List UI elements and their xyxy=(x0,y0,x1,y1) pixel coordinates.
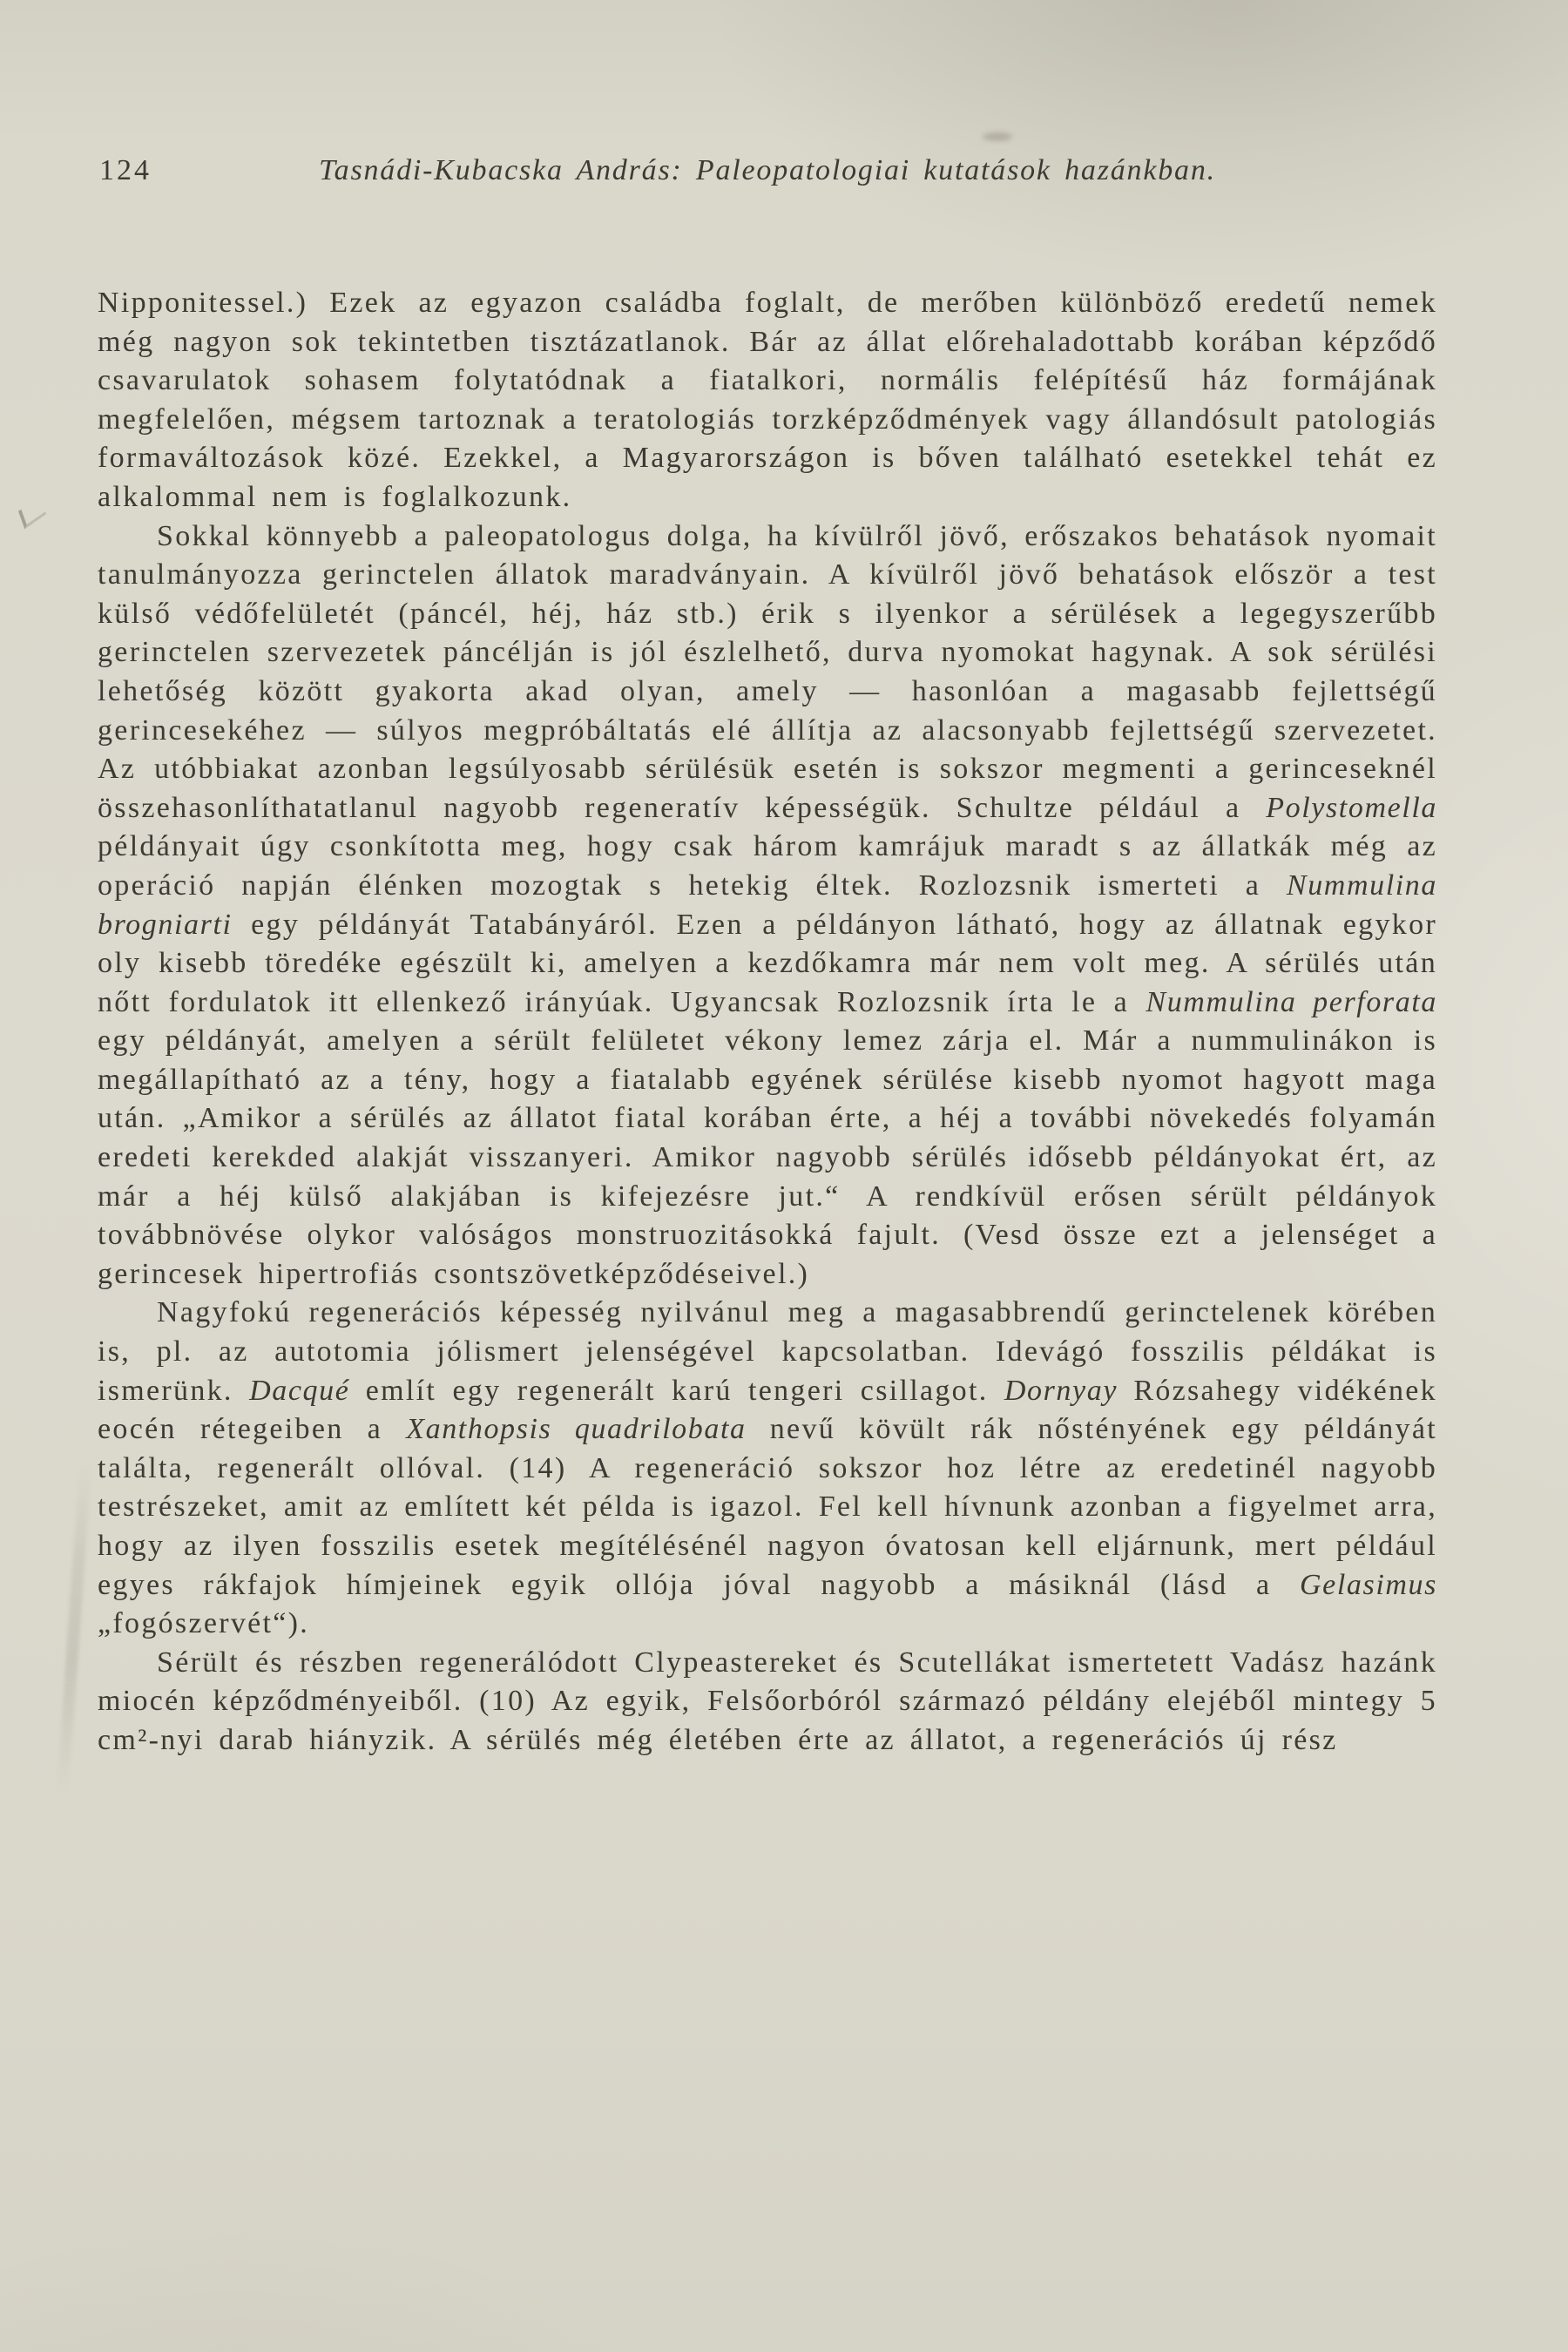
italic-term: Xanthopsis quadrilobata xyxy=(406,1413,747,1446)
text-run: említ egy regenerált karú tengeri csillagot. xyxy=(349,1374,1004,1407)
italic-term: Polystomella xyxy=(1266,791,1437,824)
page-number: 124 xyxy=(99,154,152,186)
italic-term: Nummulina brogniarti xyxy=(98,868,1437,941)
text-run: Sérült és részben regenerálódott Clypeastereket és Scutellákat ismertetett Vadász hazánk miocén képződményeiből. (10) Az egyik, Felsőorbóról származó példány elejéből mintegy 5 cm²-nyi darab hiányzik. A sérülés még életében érte az állatot, a regenerációs új rész xyxy=(98,1646,1437,1756)
scan-smudge-spot xyxy=(983,132,1012,141)
text-run: egy példányát Tatabányáról. Ezen a példányon látható, hogy az állatnak egykor oly kisebb töredéke egészült ki, amelyen a kezdőkamra már nem volt meg. A sérülés után nőtt fordulatok itt ellenkező irányúak. Ugyancsak Rozlozsnik írta le a xyxy=(98,908,1437,1018)
text-run: Rózsahegy vidékének eocén rétegeiben a xyxy=(98,1374,1437,1446)
scan-smudge-streak xyxy=(57,1463,91,1794)
text-run: nevű kövült rák nőstényének egy példányát találta, regenerált ollóval. (14) A regeneráció sokszor hoz létre az eredetinél nagyobb testrészeket, amit az említett két példa is igazol. Fel kell hívnunk azonban a figyelmet arra, hogy az ilyen fosszilis esetek megítélésénél nagyon óvatosan kell eljárnunk, mert például egyes rákfajok hímjeinek egyik ollója jóval nagyobb a másiknál (lásd a xyxy=(98,1413,1437,1601)
scan-pencil-mark xyxy=(18,497,46,530)
page-header xyxy=(98,152,1437,195)
italic-term: Dacqué xyxy=(249,1374,350,1407)
italic-term: Gelasimus xyxy=(1300,1568,1437,1601)
page-body-text xyxy=(98,284,1437,1761)
text-run: Nagyfokú regenerációs képesség nyilvánul meg a magasabbrendű gerinctelenek körében is, pl. az autotomia jólismert jelenségével kapcsolatban. Idevágó fosszilis példákat is ismerünk. xyxy=(98,1296,1437,1407)
paragraph xyxy=(98,517,1437,1294)
text-run: egy példányát, amelyen a sérült felületet vékony lemez zárja el. Már a nummulinákon is megállapítható az a tény, hogy a fiatalabb egyének sérülése kisebb nyomot hagyott maga után. „Amikor a sérülés az állatot fiatal korában érte, a héj a további növekedés folyamán eredeti kerekded alakját visszanyeri. Amikor nagyobb sérülés idősebb példányokat ért, az már a héj külső alakjában is kifejezésre jut.“ A rendkívül erősen sérült példányok továbbnövése olykor valóságos monstruozitásokká fajult. (Vesd össze ezt a jelenséget a gerincesek hipertrofiás csontszövetképződéseivel.) xyxy=(98,1024,1437,1290)
text-run: Nipponitessel.) Ezek az egyazon családba foglalt, de merőben különböző eredetű nemek még nagyon sok tekintetben tisztázatlanok. Bár az állat előrehaladottabb korában képződő csavarulatok sohasem folytatódnak a fiatalkori, normális felépítésű ház formájának megfelelően, mégsem tartoznak a teratologiás torzképződmények vagy állandósult patologiás formaváltozások közé. Ezekkel, a Magyarországon is bőven található esetekkel tehát ez alkalommal nem is foglalkozunk. xyxy=(98,287,1437,513)
italic-term: Dornyay xyxy=(1004,1374,1119,1407)
text-run: Sokkal könnyebb a paleopatologus dolga, ha kívülről jövő, erőszakos behatások nyomait tanulmányozza gerinctelen állatok maradványain. A kívülről jövő behatások először a test külső védőfelületét (páncél, héj, ház stb.) érik s ilyenkor a sérülések a legegyszerűbb gerinctelen szervezetek páncélján is jól észlelhető, durva nyomokat hagynak. A sok sérülési lehetőség között gyakorta akad olyan, amely — hasonlóan a magasabb fejlettségű gerincesekéhez — súlyos megpróbáltatás elé állítja az alacsonyabb fejlettségű szervezetet. Az utóbbiakat azonban legsúlyosabb sérülésük esetén is sokszor megmenti a gerinceseknél összehasonlíthatatlanul nagyobb regeneratív képességük. Schultze például a xyxy=(98,519,1437,824)
text-run: példányait úgy csonkította meg, hogy csak három kamrájuk maradt s az állatkák még az operáció napján élénken mozogtak s hetekig éltek. Rozlozsnik ismerteti a xyxy=(98,830,1437,902)
running-title: Tasnádi-Kubacska András: Paleopatologiai kutatások hazánkban. xyxy=(319,154,1216,186)
paragraph xyxy=(98,284,1437,517)
text-run: „fogószervét“). xyxy=(98,1607,310,1640)
paragraph xyxy=(98,1644,1437,1761)
italic-term: Nummulina perforata xyxy=(1146,985,1438,1018)
paragraph xyxy=(98,1294,1437,1643)
